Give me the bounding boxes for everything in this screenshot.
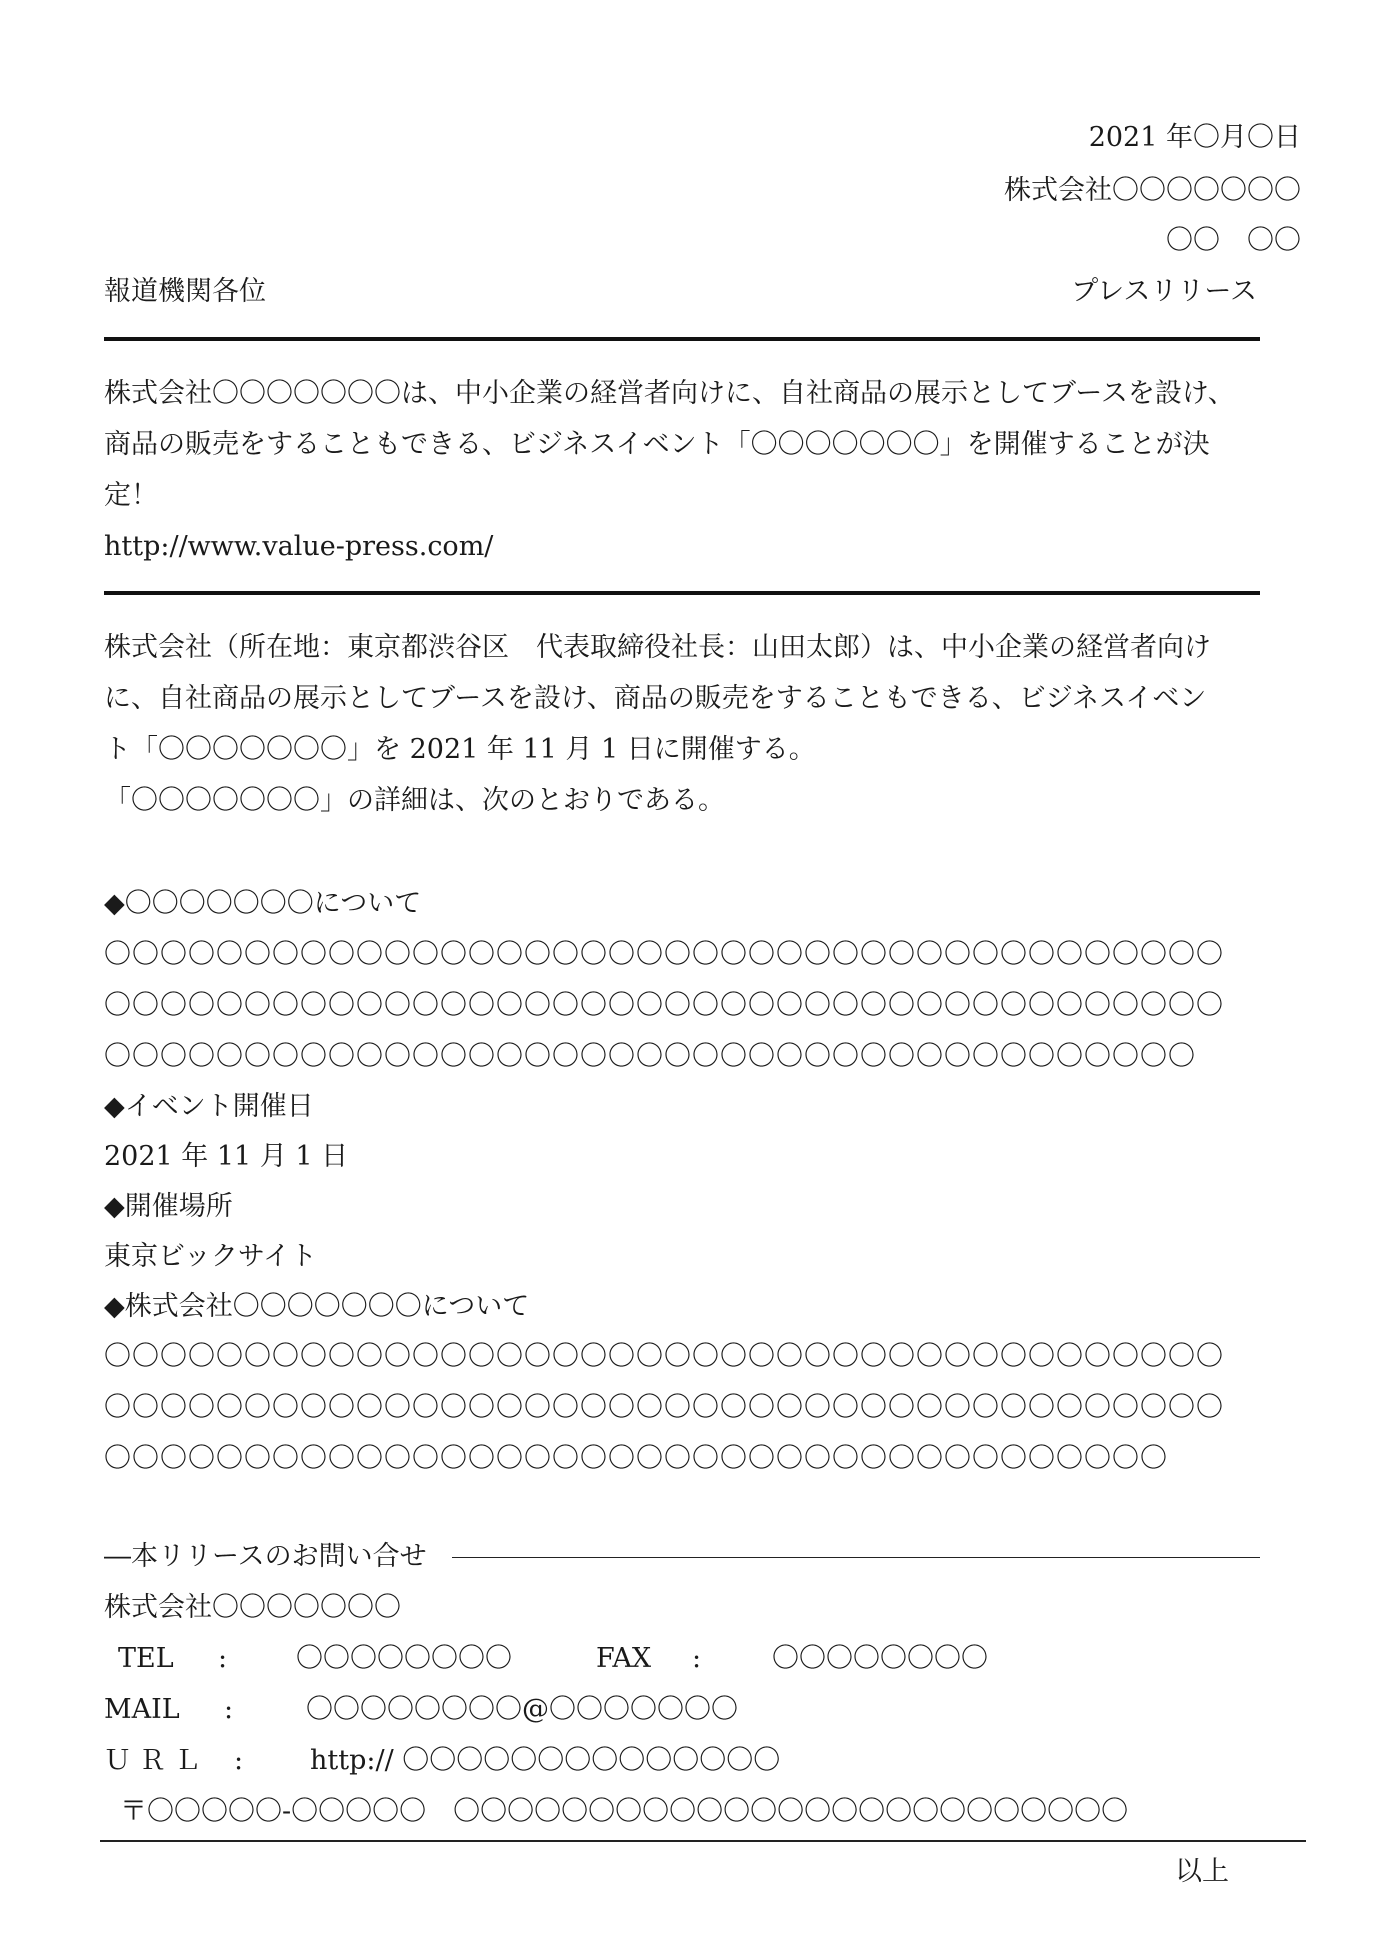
event-date: 2021 年 11 月 1 日 [104,1141,349,1172]
about-event-text: 〇〇〇〇〇〇〇〇〇〇〇〇〇〇〇〇〇〇〇〇〇〇〇〇〇〇〇〇〇〇〇〇〇〇〇〇〇〇〇 [104,1041,1196,1072]
lead-line: 株式会社〇〇〇〇〇〇〇は、中小企業の経営者向けに、自社商品の展示としてブースを設け、 [104,378,1235,409]
tel-label: TEL [118,1643,174,1674]
about-event-text: 〇〇〇〇〇〇〇〇〇〇〇〇〇〇〇〇〇〇〇〇〇〇〇〇〇〇〇〇〇〇〇〇〇〇〇〇〇〇〇〇 [104,990,1224,1021]
section-heading-event-date: ◆イベント開催日 [104,1091,314,1122]
url-colon: : [234,1745,244,1776]
contact-heading: ―本リリースのお問い合せ [104,1541,427,1572]
mail-label: MAIL [104,1694,180,1725]
section-heading-venue: ◆開催場所 [104,1191,233,1222]
issuer-person: 〇〇 〇〇 [1166,225,1301,256]
section-heading-about-event: ◆〇〇〇〇〇〇〇について [104,888,422,919]
section-heading-about-company: ◆株式会社〇〇〇〇〇〇〇について [104,1291,530,1322]
about-company-text: 〇〇〇〇〇〇〇〇〇〇〇〇〇〇〇〇〇〇〇〇〇〇〇〇〇〇〇〇〇〇〇〇〇〇〇〇〇〇〇〇 [104,1341,1224,1372]
event-venue: 東京ビックサイト [104,1241,318,1272]
body-line: ト「〇〇〇〇〇〇〇」を 2021 年 11 月 1 日に開催する。 [104,734,816,765]
lead-line: 商品の販売をすることもできる、ビジネスイベント「〇〇〇〇〇〇〇」を開催することが決 [104,429,1210,460]
contact-bottom-rule [100,1840,1306,1842]
url-label: ＵＲＬ [104,1745,209,1776]
release-date: 2021 年〇月〇日 [1088,122,1301,153]
mail-colon: : [224,1694,234,1725]
about-event-text: 〇〇〇〇〇〇〇〇〇〇〇〇〇〇〇〇〇〇〇〇〇〇〇〇〇〇〇〇〇〇〇〇〇〇〇〇〇〇〇〇 [104,939,1224,970]
about-company-text: 〇〇〇〇〇〇〇〇〇〇〇〇〇〇〇〇〇〇〇〇〇〇〇〇〇〇〇〇〇〇〇〇〇〇〇〇〇〇〇〇 [104,1392,1224,1423]
tel-value: 〇〇〇〇〇〇〇〇 [296,1643,512,1674]
url-value: http:// 〇〇〇〇〇〇〇〇〇〇〇〇〇〇 [310,1745,781,1776]
fax-label: FAX [596,1643,652,1674]
about-company-text: 〇〇〇〇〇〇〇〇〇〇〇〇〇〇〇〇〇〇〇〇〇〇〇〇〇〇〇〇〇〇〇〇〇〇〇〇〇〇 [104,1443,1168,1474]
recipient: 報道機関各位 [104,276,266,307]
mail-value: 〇〇〇〇〇〇〇〇@〇〇〇〇〇〇〇 [306,1694,738,1725]
contact-company: 株式会社〇〇〇〇〇〇〇 [104,1592,401,1623]
closing-mark: 以上 [1175,1856,1229,1887]
lead-url: http://www.value-press.com/ [104,531,494,562]
body-line: 株式会社（所在地：東京都渋谷区 代表取締役社長：山田太郎）は、中小企業の経営者向け [104,632,1211,663]
body-line: に、自社商品の展示としてブースを設け、商品の販売をすることもできる、ビジネスイベン [104,683,1207,714]
divider-middle [104,591,1260,595]
contact-address: 〒〇〇〇〇〇-〇〇〇〇〇 〇〇〇〇〇〇〇〇〇〇〇〇〇〇〇〇〇〇〇〇〇〇〇〇〇 [120,1796,1129,1827]
contact-heading-rule [452,1557,1260,1558]
issuer-company: 株式会社〇〇〇〇〇〇〇 [1004,175,1301,206]
fax-colon: : [692,1643,702,1674]
document-type: プレスリリース [1071,276,1257,307]
tel-colon: : [218,1643,228,1674]
fax-value: 〇〇〇〇〇〇〇〇 [772,1643,988,1674]
body-line: 「〇〇〇〇〇〇〇」の詳細は、次のとおりである。 [104,785,725,816]
divider-top [104,337,1260,341]
lead-line: 定！ [104,480,158,511]
